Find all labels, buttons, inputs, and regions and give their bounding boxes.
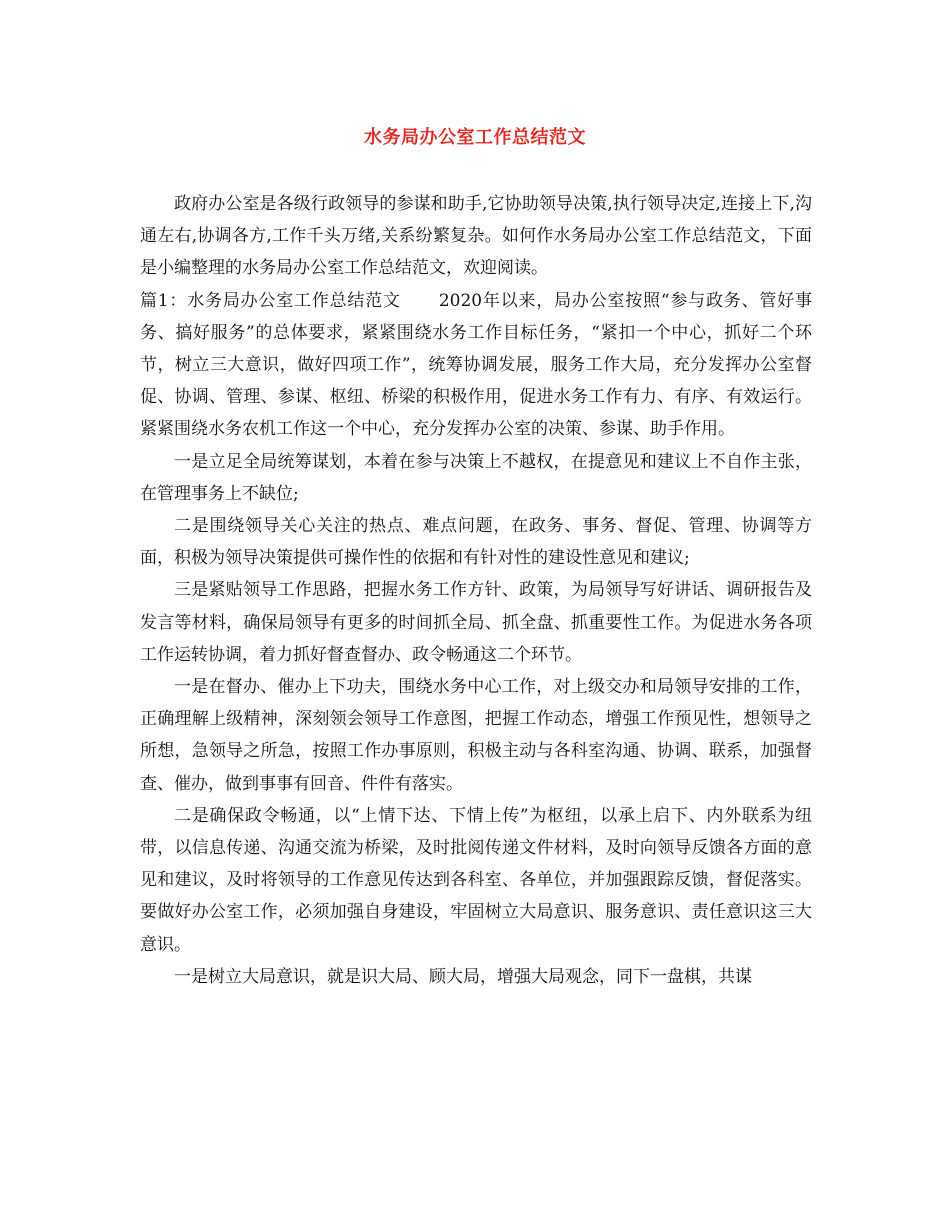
paragraph-point xyxy=(140,671,812,800)
paragraph-text: 政府办公室是各级行政领导的参谋和助手,它协助领导决策,执行领导决定,连接上下,沟通左右,协调各方,工作千头万绪,关系纷繁复杂。如何作水务局办公室工作总结范文，下面是小编整理的水务局办公室工作总结范文，欢迎阅读。 xyxy=(140,194,812,279)
paragraph-text: 2020年以来，局办公室按照“参与政务、管好事务、搞好服务”的总体要求，紧紧围绕水务工作目标任务，“紧扣一个中心，抓好二个环节，树立三大意识，做好四项工作”，统筹协调发展，服务工作大局，充分发挥办公室督促、协调、管理、参谋、枢纽、桥梁的积极作用，促进水务工作有力、有序、有效运行。紧紧围绕水务农机工作这一个中心，充分发挥办公室的决策、参谋、助手作用。 xyxy=(140,290,812,440)
paragraph-point xyxy=(140,574,812,671)
paragraph-point xyxy=(140,510,812,574)
paragraph-section-1 xyxy=(140,285,812,446)
section-heading: 篇1：水务局办公室工作总结范文 xyxy=(140,290,401,311)
paragraph-intro xyxy=(140,188,812,285)
paragraph-point xyxy=(140,446,812,510)
document-body xyxy=(140,188,812,993)
document-title: 水务局办公室工作总结范文 xyxy=(364,127,586,148)
paragraph-text: 一是树立大局意识，就是识大局、顾大局，增强大局观念，同下一盘棋，共谋 xyxy=(174,966,752,987)
paragraph-text: 二是确保政令畅通，以“上情下达、下情上传”为枢纽，以承上启下、内外联系为纽带，以信息传递、沟通交流为桥梁，及时批阅传递文件材料，及时向领导反馈各方面的意见和建议，及时将领导的工作意见传达到各科室、各单位，并加强跟踪反馈，督促落实。要做好办公室工作，必须加强自身建设，牢固树立大局意识、服务意识、责任意识这三大意识。 xyxy=(140,805,812,955)
paragraph-point xyxy=(140,800,812,961)
paragraph-text: 一是在督办、催办上下功夫，围绕水务中心工作，对上级交办和局领导安排的工作，正确理解上级精神，深刻领会领导工作意图，把握工作动态，增强工作预见性，想领导之所想，急领导之所急，按照工作办事原则，积极主动与各科室沟通、协调、联系，加强督查、催办，做到事事有回音、件件有落实。 xyxy=(140,677,812,794)
paragraph-point xyxy=(140,961,812,993)
paragraph-text: 二是围绕领导关心关注的热点、难点问题，在政务、事务、督促、管理、协调等方面，积极为领导决策提供可操作性的依据和有针对性的建设性意见和建议; xyxy=(140,516,812,569)
paragraph-text: 一是立足全局统筹谋划，本着在参与决策上不越权，在提意见和建议上不自作主张，在管理事务上不缺位; xyxy=(140,451,812,504)
paragraph-text: 三是紧贴领导工作思路，把握水务工作方针、政策，为局领导写好讲话、调研报告及发言等材料，确保局领导有更多的时间抓全局、抓全盘、抓重要性工作。为促进水务各项工作运转协调，着力抓好督查督办、政令畅通这二个环节。 xyxy=(140,580,812,665)
